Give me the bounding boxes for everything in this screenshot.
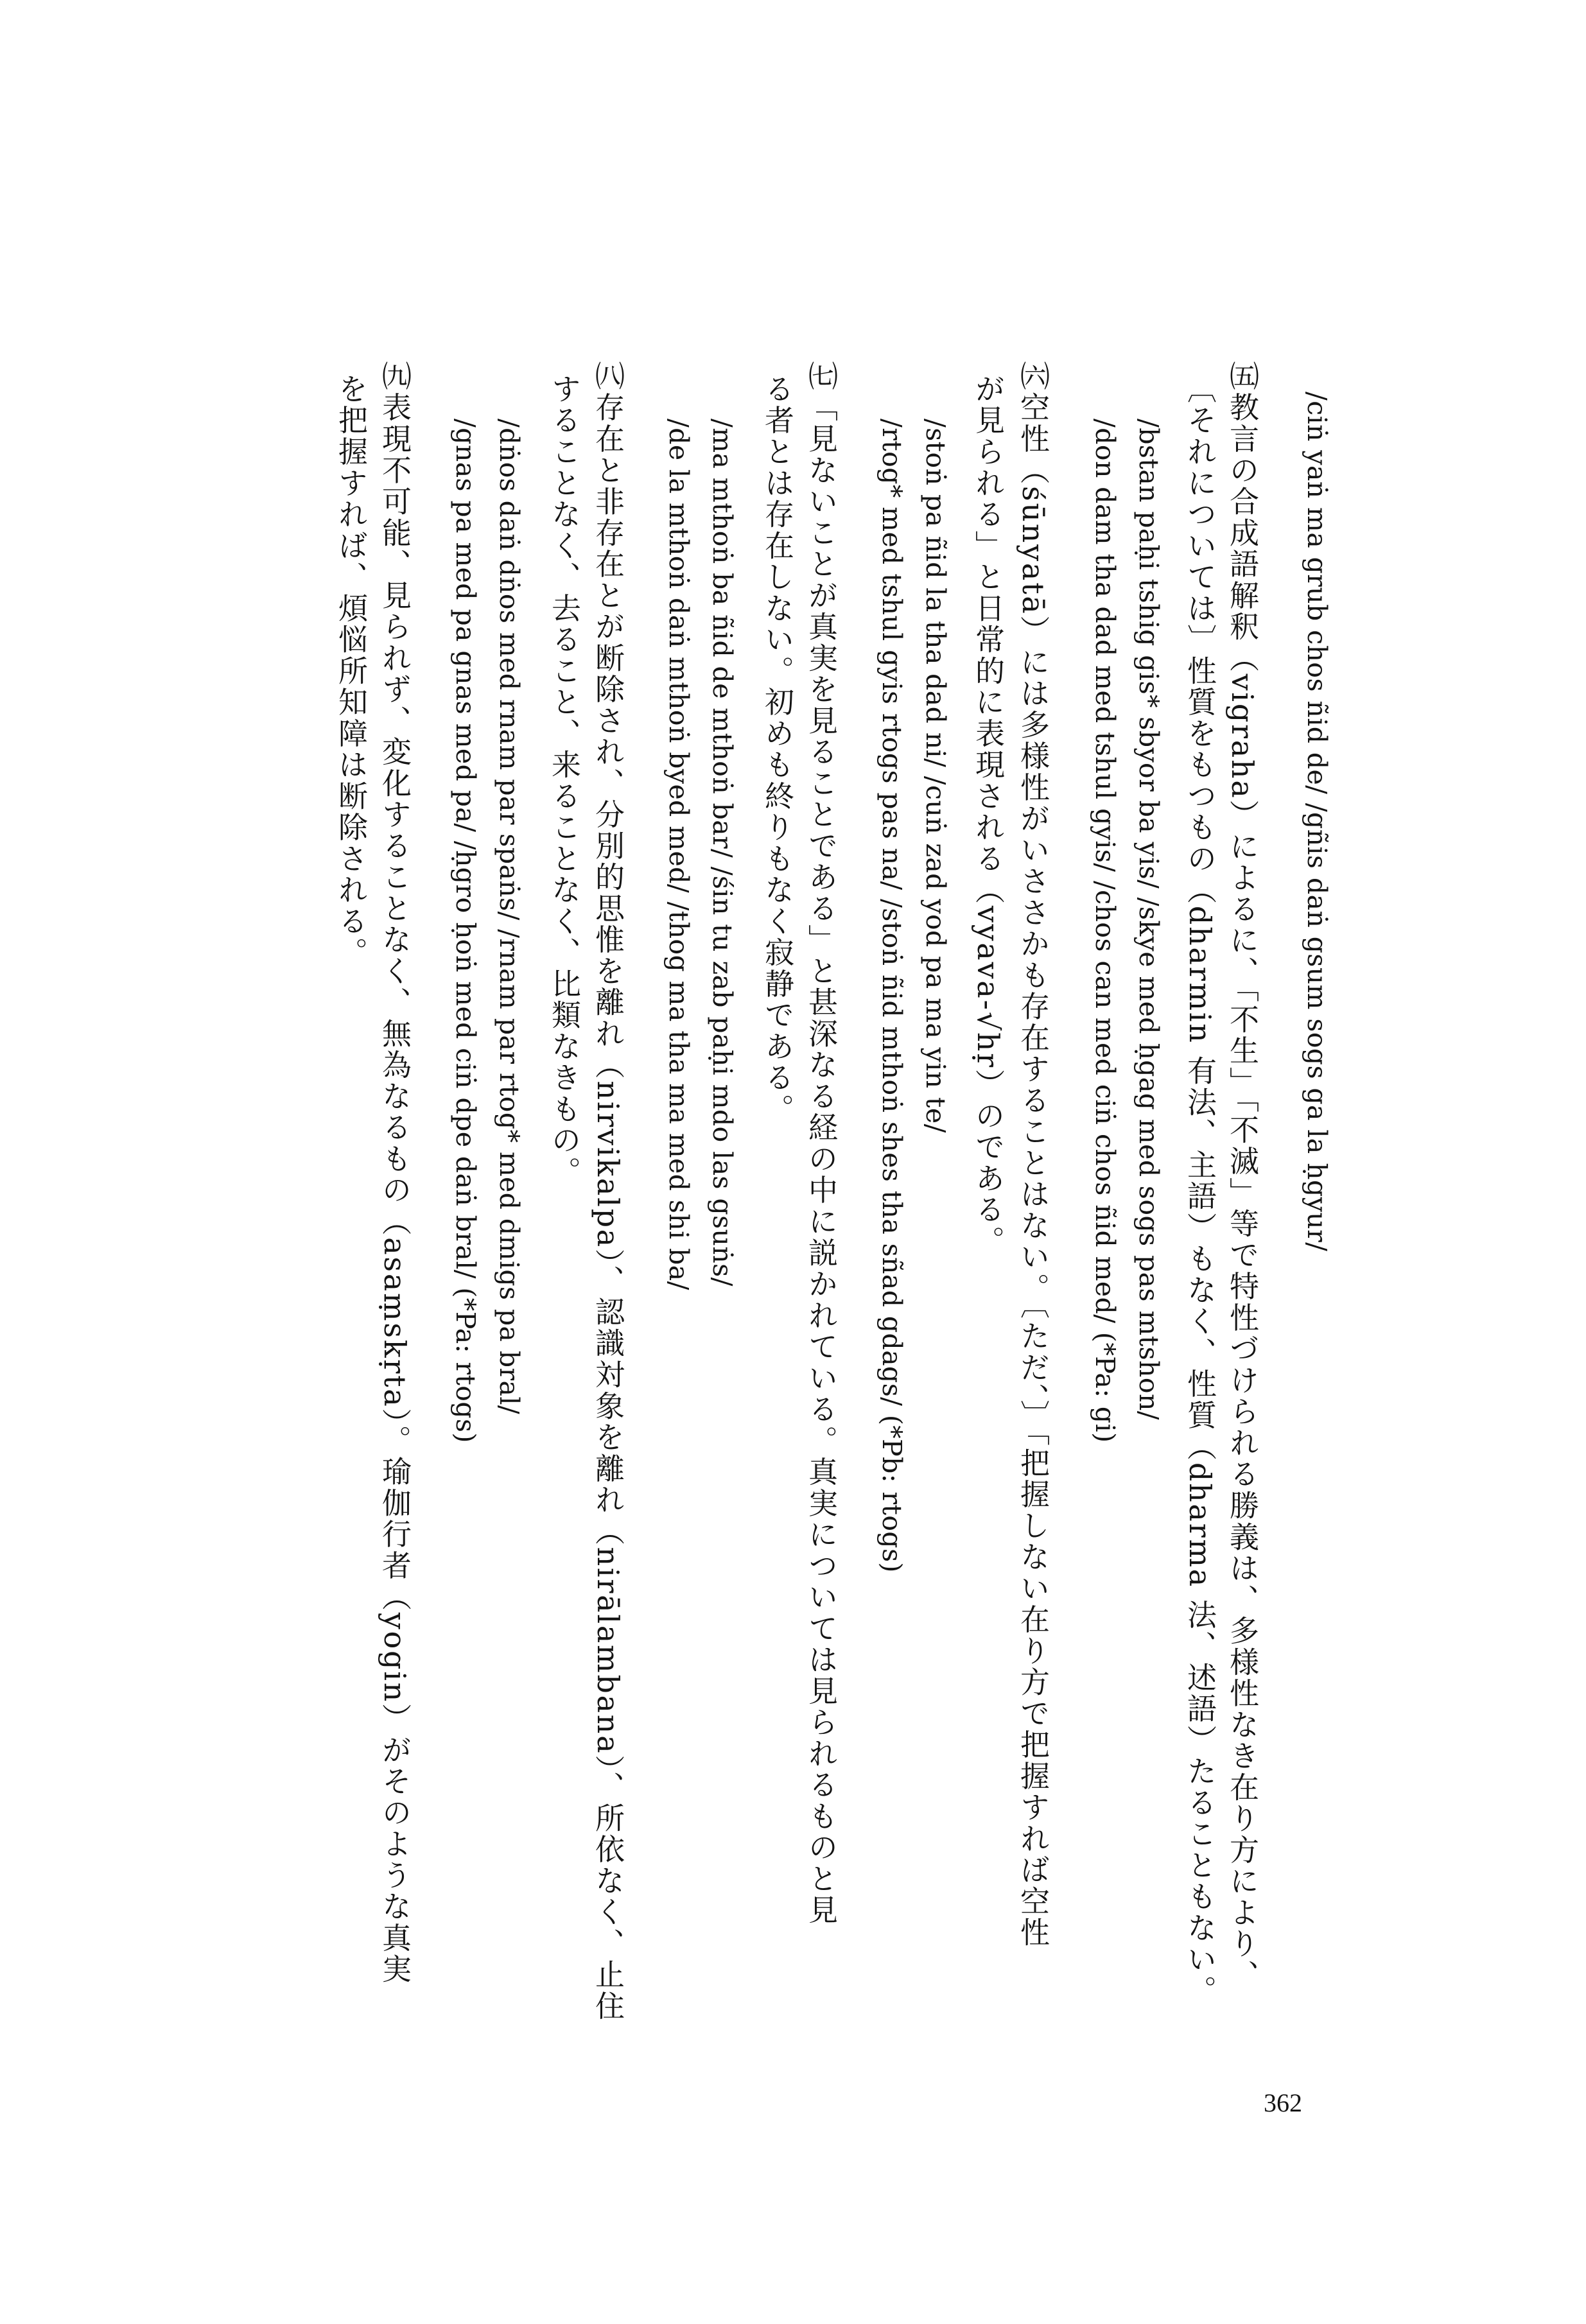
- verse-line: /rtog* med tshul gyis rtogs pas na/ /stoṅ ñid mthoṅ shes tha sñad gdags/ (*Pb: rtogs): [876, 419, 907, 1573]
- verse-line: /de la mthoṅ daṅ mthoṅ byed med/ /thog ma tha ma med shi ba/: [663, 419, 694, 1290]
- verse-line: /gnas pa med pa gnas med pa/ /ḥgro ḥoṅ med ciṅ dpe daṅ bral/ (*Pa: rtogs): [450, 419, 481, 1443]
- text-line-section-9: ㈨表現不可能、見られず、変化することなく、無為なるもの（asaṃskṛta）。瑜伽行者（yogin）がそのような真実: [378, 361, 412, 1986]
- text-line-section-5: ㈤教言の合成語解釈（vigraha）によるに、「不生」「不滅」等で特性づけられる勝義は、多様性なき在り方により、: [1225, 361, 1260, 1991]
- text-line: が見られる」と日常的に表現される（vyava-√hṛ）のである。: [971, 374, 1006, 1257]
- verse-line: /dṅos daṅ dṅos med rnam par spaṅs/ /rnam par rtog* med dmigs pa bral/: [494, 419, 525, 1415]
- text-line-section-8: ㈧存在と非存在とが断除され、分別的思惟を離れ（nirvikalpa）、認識対象を離れ（nirālambana）、所依なく、止住: [591, 361, 625, 2022]
- text-line: 〔それについては〕性質をもつもの（dharmin 有法、主語）もなく、性質（dharma 法、述語）たることもない。: [1183, 374, 1217, 2007]
- verse-line: /don dam tha dad med tshul gyis/ /chos can med ciṅ chos ñid med/ (*Pa: gi): [1090, 419, 1120, 1443]
- verse-line: /stoṅ pa ñid la tha dad ni/ /cuṅ zad yod pa ma yin te/: [920, 419, 951, 1133]
- verse-line: /ma mthoṅ ba ñid de mthoṅ bar/ /śin tu zab paḥi mdo las gsuṅs/: [707, 419, 738, 1287]
- text-line: することなく、去ること、来ることなく、比類なきもの。: [547, 374, 582, 1188]
- verse-line: /bstan paḥi tshig gis* sbyor ba yis/ /skye med ḥgag med sogs pas mtshon/: [1133, 419, 1164, 1420]
- text-line: を把握すれば、煩悩所知障は断除される。: [334, 374, 369, 969]
- verse-line: /ciṅ yaṅ ma grub chos ñid de/ /gñis daṅ gsum sogs ga la ḥgyur/: [1302, 392, 1332, 1252]
- text-line-section-7: ㈦「見ないことが真実を見ることである」と甚深なる経の中に説かれている。真実については見られるものと見: [804, 361, 839, 1926]
- text-line: る者とは存在しない。初めも終りもなく寂静である。: [760, 374, 795, 1125]
- page-number: 362: [1264, 2088, 1302, 2117]
- text-line-section-6: ㈥空性（śūnyatā）には多様性がいささかも存在することはない。〔ただ、〕「把握しない在り方で把握すれば空性: [1016, 361, 1050, 1948]
